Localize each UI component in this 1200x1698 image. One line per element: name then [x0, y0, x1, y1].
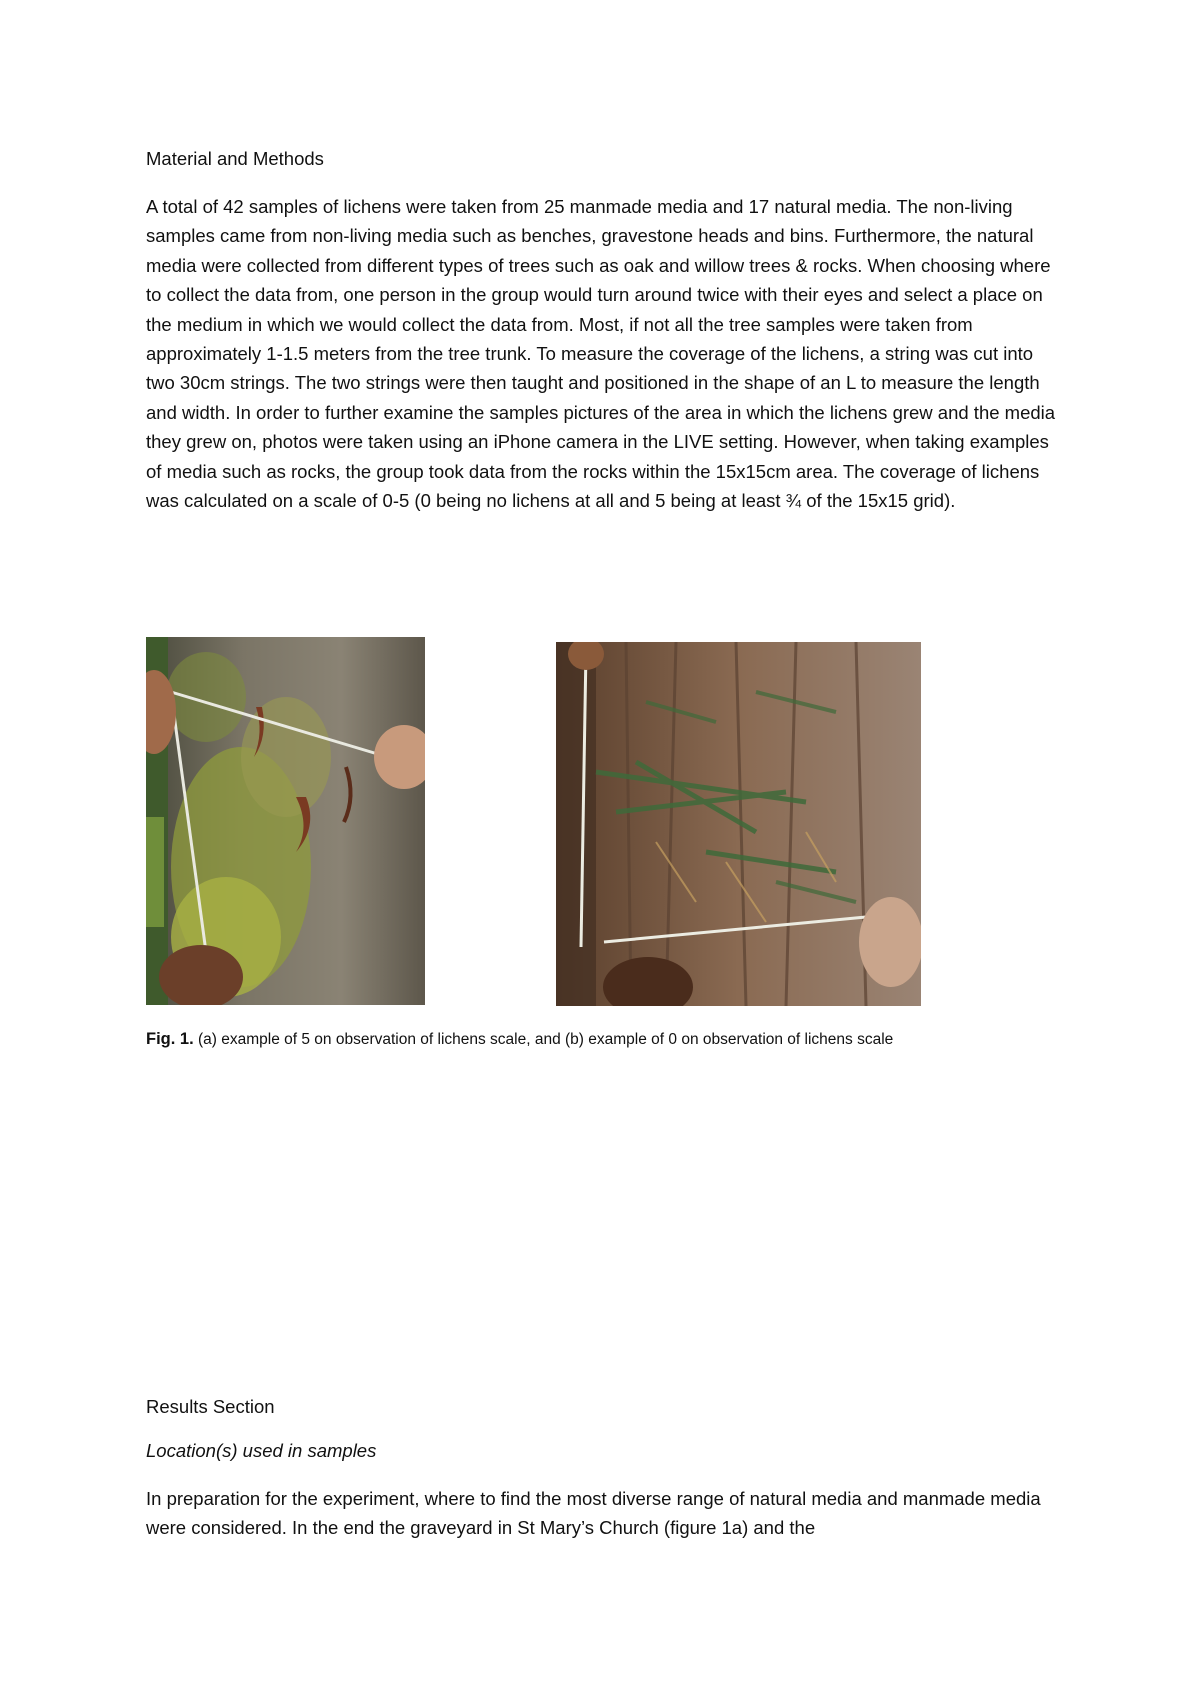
methods-heading: Material and Methods [146, 148, 324, 169]
figure-label: Fig. 1. [146, 1030, 194, 1048]
results-paragraph: In preparation for the experiment, where to find the most diverse range of natural media and manmade media were considered. In the end the graveyard in St Mary’s Church (figure 1a) and the [146, 1488, 1041, 1539]
results-heading: Results Section [146, 1396, 275, 1417]
figure-caption [146, 1030, 893, 1049]
figure-photo-a [146, 637, 425, 1005]
results-subheading: Location(s) used in samples [146, 1440, 377, 1461]
methods-paragraph: A total of 42 samples of lichens were taken from 25 manmade media and 17 natural media. The non-living samples came from non-living media such as benches, gravestone heads and bins. Furthermore, the natural media were collected from different types of trees such as oak and willow trees & rocks. When choosing where to collect the data from, one person in the group would turn around twice with their eyes and select a place on the medium in which we would collect the data from. Most, if not all the tree samples were taken from approximately 1-1.5 meters from the tree trunk. To measure the coverage of the lichens, a string was cut into two 30cm strings. The two strings were then taught and positioned in the shape of an L to measure the length and width. In order to further examine the samples pictures of the area in which the lichens grew and the media they grew on, photos were taken using an iPhone camera in the LIVE setting. However, when taking examples of media such as rocks, the group took data from the rocks within the 15x15cm area. The coverage of lichens was calculated on a scale of 0-5 (0 being no lichens at all and 5 being at least ¾ of the 15x15 grid). [146, 196, 1056, 512]
figure-caption-text: (a) example of 5 on observation of lichens scale, and (b) example of 0 on observation of lichens scale [193, 1031, 894, 1048]
figure-photo-b [556, 642, 921, 1006]
